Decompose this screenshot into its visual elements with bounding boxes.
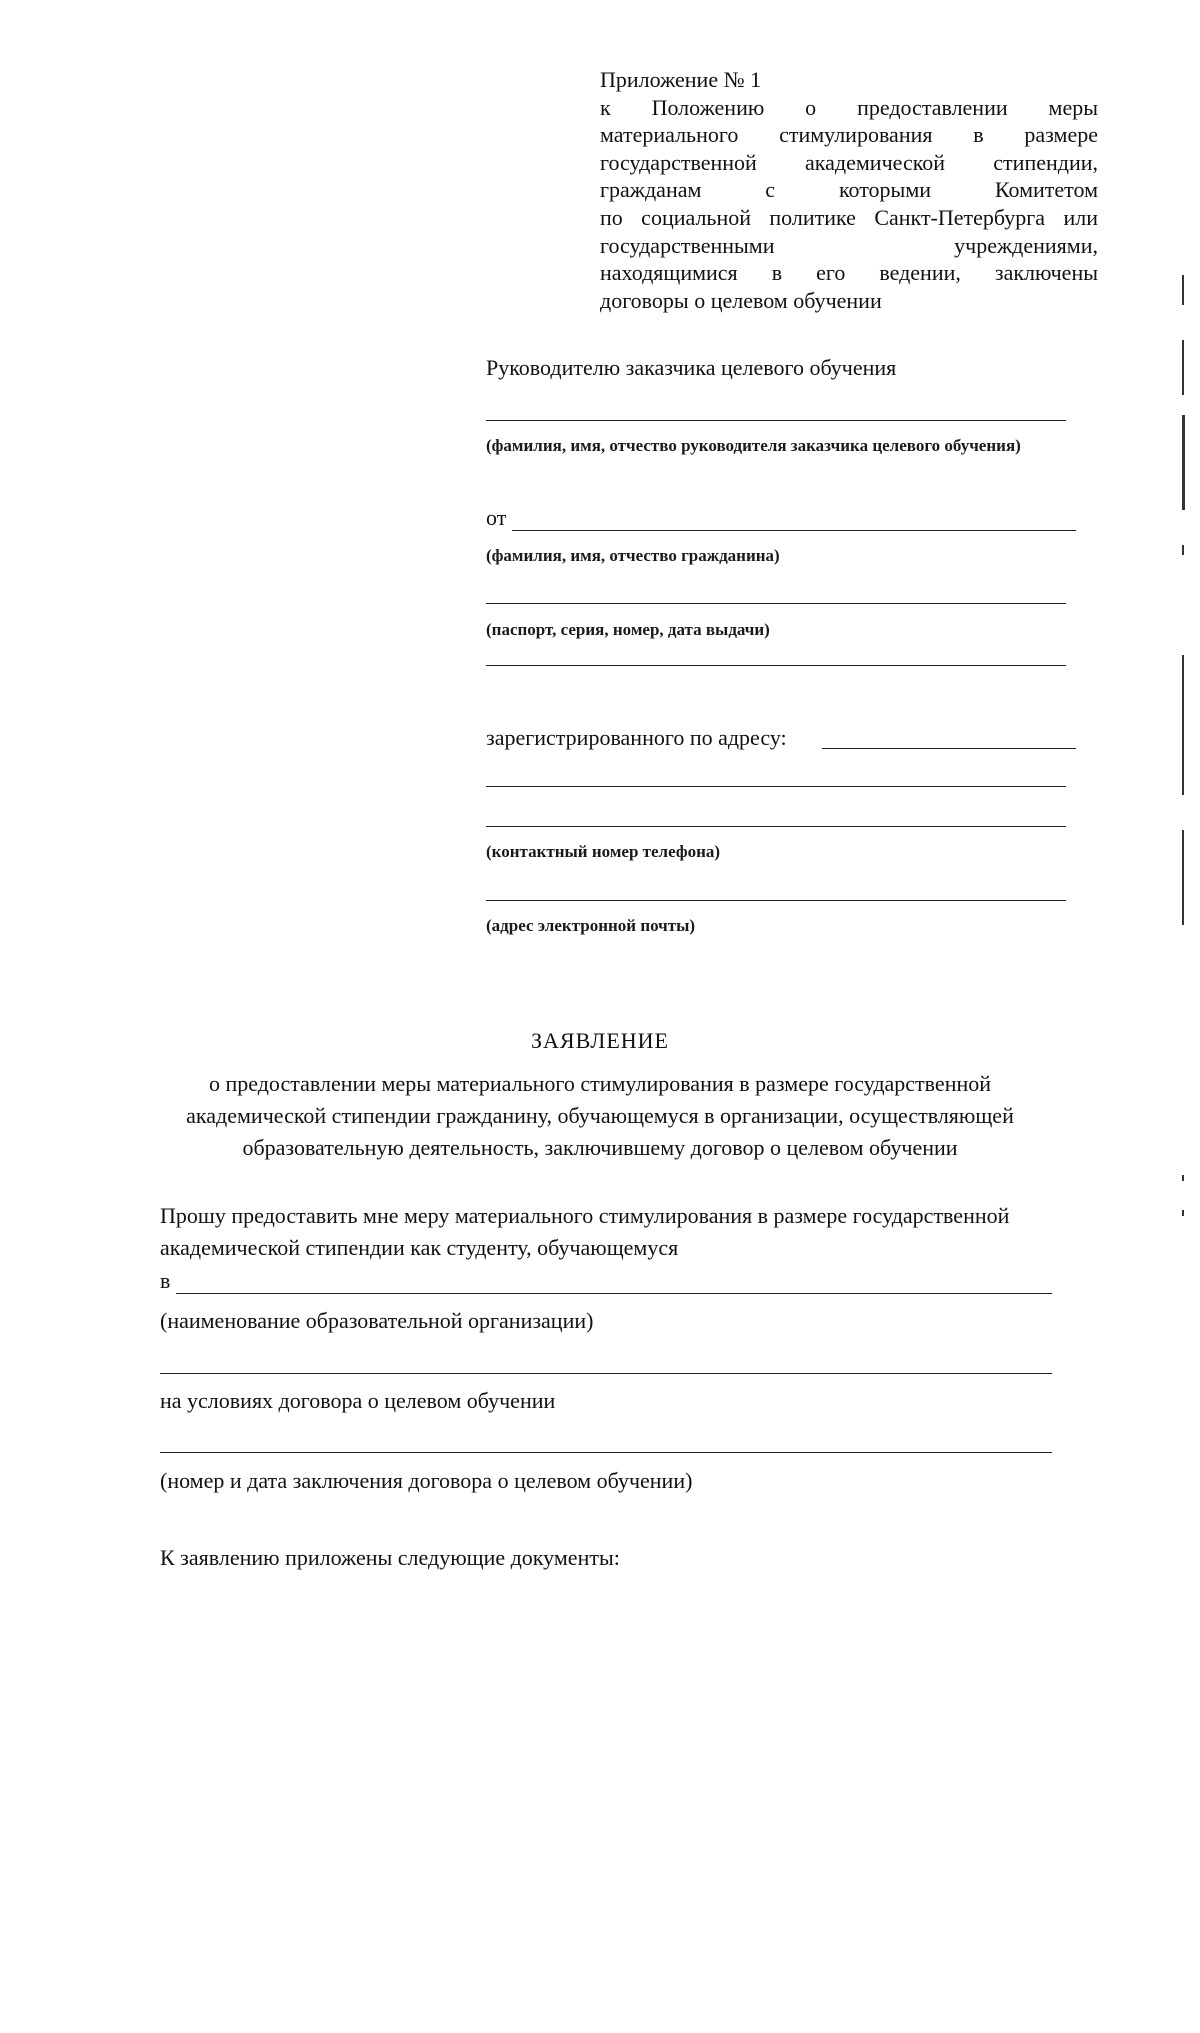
appendix-title: Приложение № 1	[600, 67, 762, 92]
appendix-line: государственной академической стипендии,	[600, 149, 1098, 175]
scan-mark	[1182, 1175, 1184, 1181]
scan-mark	[1182, 275, 1184, 305]
request-text: Прошу предоставить мне меру материального стимулирования в размере государственной академической стипендии как студенту, обучающемуся	[160, 1203, 1010, 1260]
head-name-line[interactable]	[486, 420, 1066, 421]
statement-subtitle: о предоставлении меры материального стимулирования в размере государственной академической стипендии гражданину, обучающемуся в организации, осуществляющей образовательную деятельность, заключившему договор о целевом обучении	[186, 1071, 1014, 1160]
appendix-line: материального стимулирования в размере	[600, 122, 1098, 148]
appendix-line: гражданам с которыми Комитетом	[600, 177, 1098, 203]
scan-mark	[1182, 340, 1184, 395]
hint-passport: (паспорт, серия, номер, дата выдачи)	[486, 620, 770, 639]
hint-contract: (номер и дата заключения договора о целевом обучении)	[160, 1468, 693, 1493]
appendix-line: находящимися в его ведении, заключены	[600, 260, 1098, 286]
registered-label: зарегистрированного по адресу:	[486, 725, 787, 750]
scan-mark	[1182, 545, 1184, 555]
phone-line[interactable]	[486, 826, 1066, 827]
appendix-line: договоры о целевом обучении	[600, 287, 882, 313]
citizen-name-line[interactable]	[512, 530, 1076, 531]
in-label: в	[160, 1268, 171, 1293]
scan-mark	[1182, 415, 1185, 510]
hint-citizen-name: (фамилия, имя, отчество гражданина)	[486, 546, 780, 565]
attachments-label: К заявлению приложены следующие документы:	[160, 1545, 620, 1570]
hint-head-name: (фамилия, имя, отчество руководителя заказчика целевого обучения)	[486, 436, 1021, 455]
appendix-line: к Положению о предоставлении меры	[600, 94, 1098, 120]
contract-line[interactable]	[160, 1452, 1052, 1453]
email-line[interactable]	[486, 900, 1066, 901]
address-line-2[interactable]	[486, 786, 1066, 787]
organization-line[interactable]	[176, 1293, 1052, 1294]
contract-terms-label: на условиях договора о целевом обучении	[160, 1388, 556, 1413]
from-label: от	[486, 505, 507, 530]
scan-mark	[1182, 655, 1184, 795]
appendix-block	[600, 66, 1098, 314]
appendix-line: государственными учреждениями,	[600, 232, 1098, 258]
scan-mark	[1182, 830, 1184, 925]
addressee-label: Руководителю заказчика целевого обучения	[486, 355, 897, 380]
hint-organization: (наименование образовательной организации)	[160, 1308, 594, 1333]
address-line-1[interactable]	[822, 748, 1076, 749]
appendix-line: по социальной политике Санкт-Петербурга или	[600, 204, 1098, 230]
passport-line-2[interactable]	[486, 665, 1066, 666]
organization-line-2[interactable]	[160, 1373, 1052, 1374]
hint-email: (адрес электронной почты)	[486, 916, 696, 935]
hint-phone: (контактный номер телефона)	[486, 842, 721, 861]
statement-title: ЗАЯВЛЕНИЕ	[531, 1028, 669, 1053]
passport-line-1[interactable]	[486, 603, 1066, 604]
scan-mark	[1182, 1210, 1184, 1216]
